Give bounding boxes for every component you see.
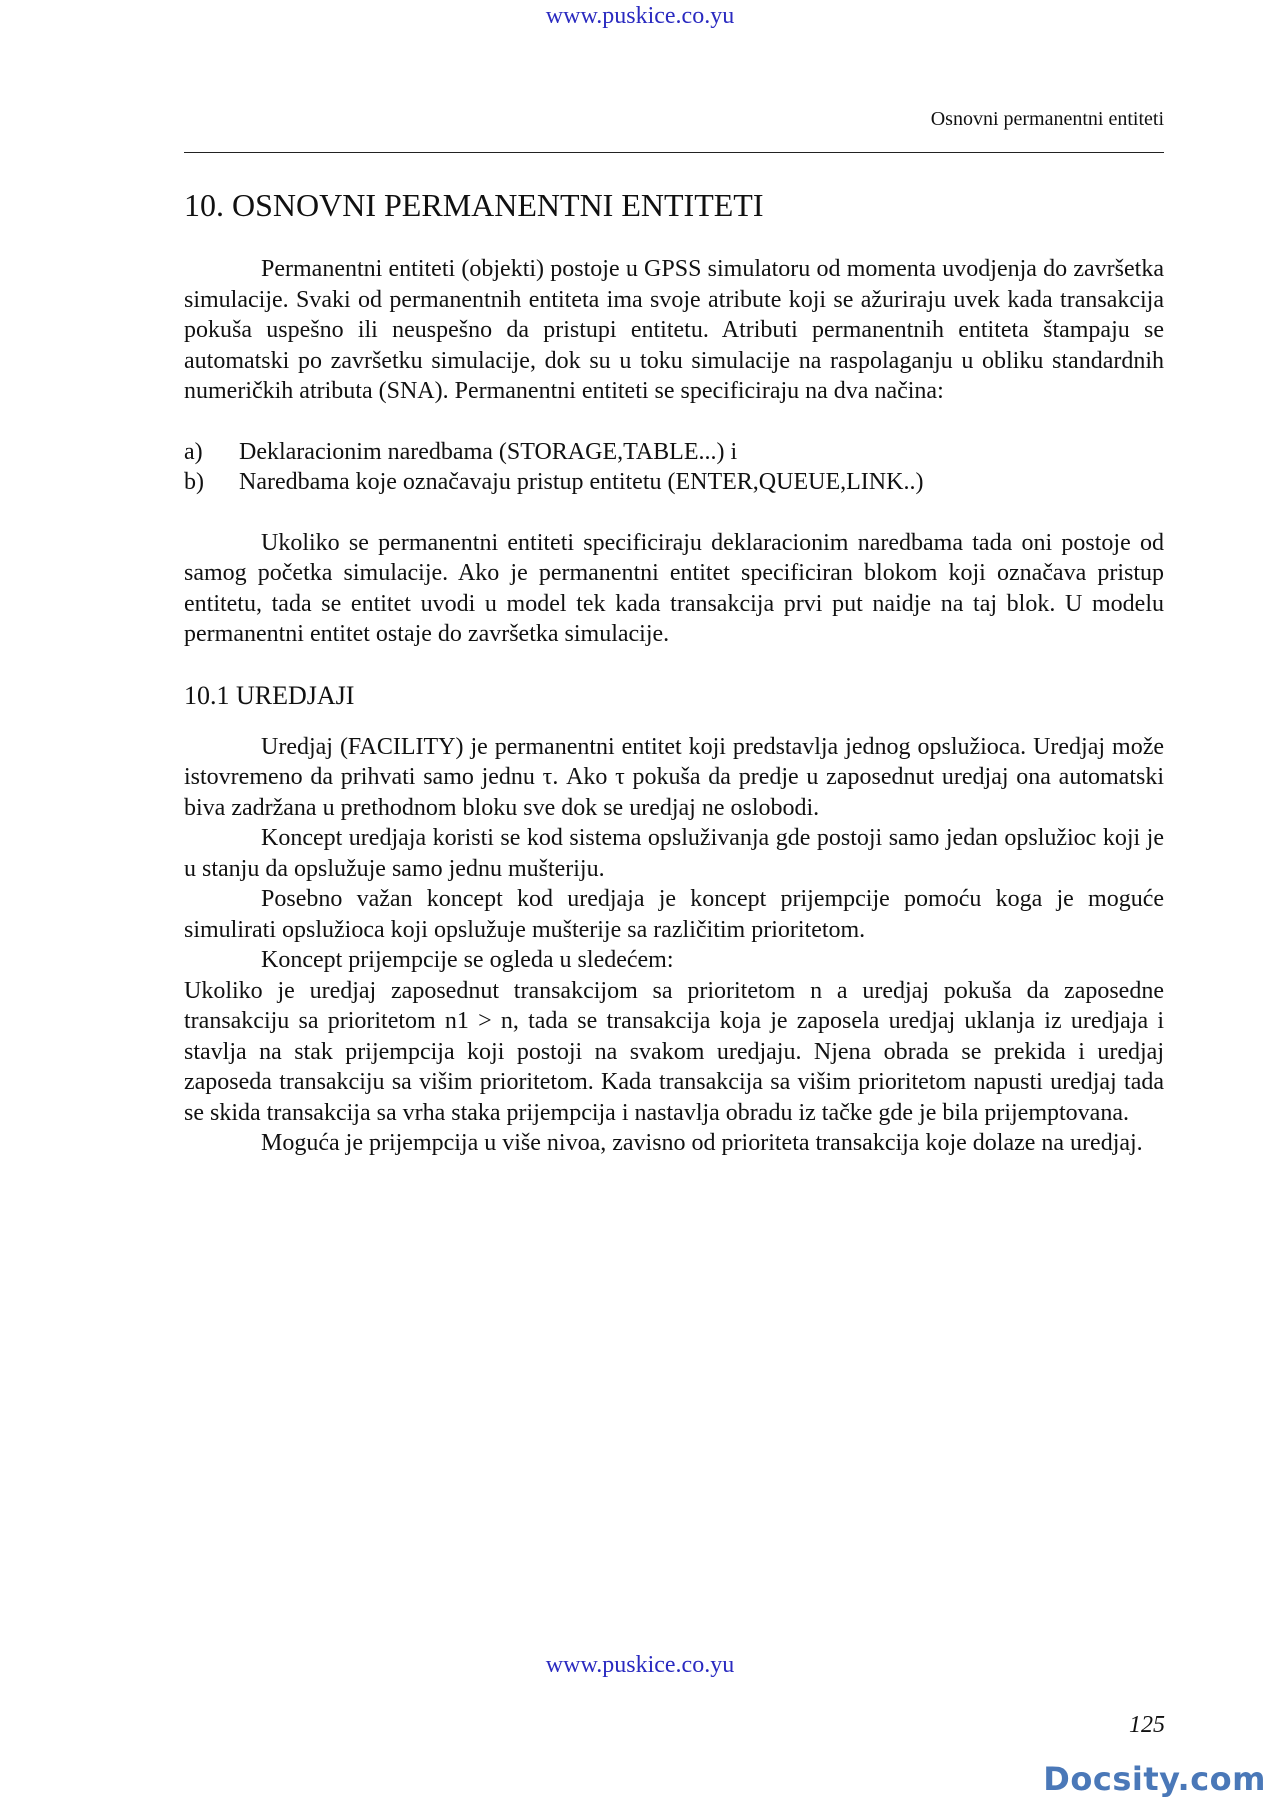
header-divider [184,152,1164,153]
chapter-title: 10. OSNOVNI PERMANENTNI ENTITETI [184,187,764,223]
preemption-paragraph: Posebno važan koncept kod uredjaja je koncept prijempcije pomoću koga je moguće simulirati opslužioca koji opslužuje mušterije sa različitim prioritetom. [184,886,1164,943]
chapter-intro-paragraph: Permanentni entiteti (objekti) postoje u GPSS simulatoru od momenta uvodjenja do završetka simulacije. Svaki od permanentnih entiteta ima svoje atribute koji se ažuriraju uvek kada transakcija pokuša uspešno ili neuspešno da pristupi entitetu. Atributi permanentnih entiteta štampaju se automatski po završetku simulacije, dok su u toku simulacije na raspolaganju u obliku standardnih numeričkih atributa (SNA). Permanentni entiteti se specificiraju na dva načina: [184,256,1164,404]
top-url-link[interactable]: www.puskice.co.yu [545,3,735,29]
multilevel-preemption-paragraph: Moguća je prijempcija u više nivoa, zavisno od prioriteta transakcija koje dolaze na uredjaj. [261,1130,1143,1156]
facility-paragraph: Uredjaj (FACILITY) je permanentni entitet koji predstavlja jednog opslužioca. Uredjaj može istovremeno da prihvati samo jednu τ. Ako τ pokuša da predje u zaposednut uredjaj ona automatski biva zadržana u prethodnom bloku sve dok se uredjaj ne oslobodi. [184,733,1164,821]
docsity-watermark: Docsity.com [1043,1760,1266,1798]
facility-concept-paragraph: Koncept uredjaja koristi se kod sistema opsluživanja gde postoji samo jedan opslužioc koji je u stanju da opslužuje samo jednu mušteriju. [184,825,1164,882]
running-head: Osnovni permanentni entiteti [930,108,1164,130]
list-item-text: Deklaracionim naredbama (STORAGE,TABLE...) i [239,438,738,465]
list-item [184,467,1164,498]
page-number: 125 [1129,1712,1165,1738]
preemption-detail-paragraph: Ukoliko je uredjaj zaposednut transakcijom sa prioritetom n a uredjaj pokuša da zaposedne transakciju sa prioritetom n1 > n, tada se transakcija koja je zaposela uredjaj uklanja iz uredjaja i stavlja na stak prijempcija koji postoji na svakom uredjaju. Njena obrada se prekida i uredjaj zaposeda transakciju sa višim prioritetom. Kada transakcija sa višim prioritetom napusti uredjaj tada se skida transakcija sa vrha staka prijempcija i nastavlja obradu iz tačke gde je bila prijemptovana. [184,977,1164,1126]
list-item [184,437,1164,468]
list-marker: a) [184,438,203,465]
declaration-list [184,437,1164,498]
bottom-url-link[interactable]: www.puskice.co.yu [545,1652,735,1678]
page-content [184,186,1164,1159]
list-marker: b) [184,469,204,495]
preemption-intro-paragraph: Koncept prijempcije se ogleda u sledećem: [261,947,674,973]
after-list-paragraph: Ukoliko se permanentni entiteti specificiraju deklaracionim naredbama tada oni postoje od samog početka simulacije. Ako je permanentni entitet specificiran blokom koji označava pristup entitetu, tada se entitet uvodi u model tek kada transakcija prvi put naidje na taj blok. U modelu permanentni entitet ostaje do završetka simulacije. [184,529,1164,647]
list-item-text: Naredbama koje označavaju pristup entitetu (ENTER,QUEUE,LINK..) [239,469,924,495]
section-title: 10.1 UREDJAJI [184,680,355,710]
